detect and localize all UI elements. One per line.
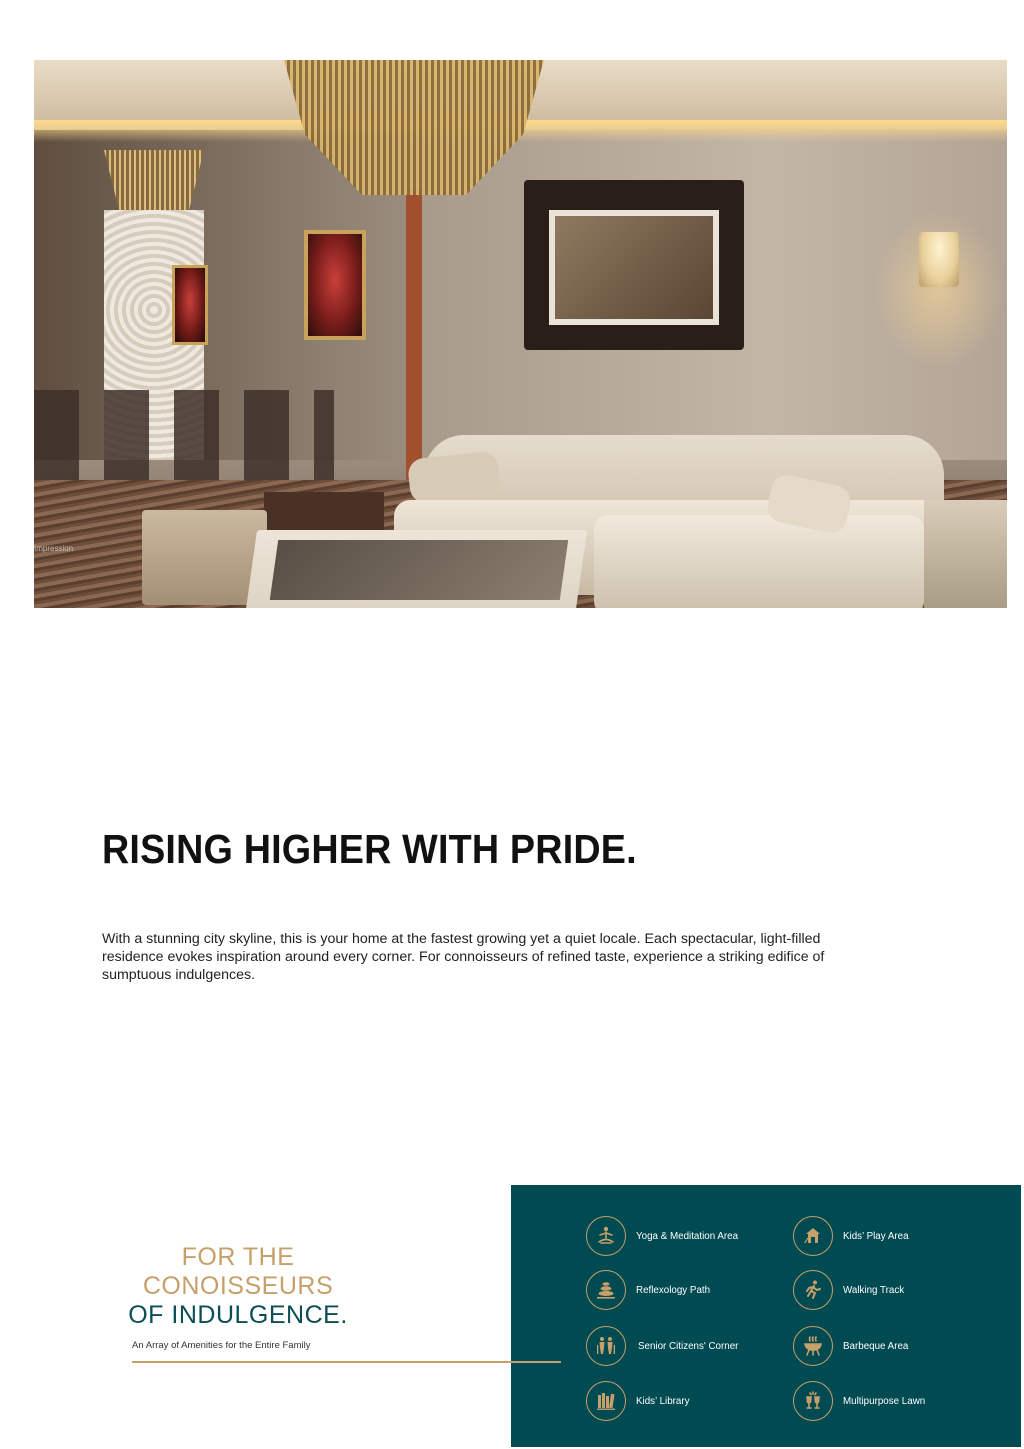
amenity-label: Yoga & Meditation Area — [636, 1230, 739, 1242]
hero-image — [34, 60, 1007, 608]
play-house-icon — [793, 1216, 833, 1256]
amenity-label: Reflexology Path — [636, 1284, 711, 1296]
painting — [304, 230, 366, 340]
amenity-barbeque — [793, 1326, 908, 1366]
wall-lamp — [919, 232, 959, 287]
title-line-1: FOR THE — [181, 1243, 295, 1271]
amenity-walking-track — [793, 1270, 904, 1310]
celebration-icon — [793, 1381, 833, 1421]
barbeque-icon — [793, 1326, 833, 1366]
stones-icon — [586, 1270, 626, 1310]
chandelier — [104, 150, 204, 210]
books-icon — [586, 1381, 626, 1421]
amenity-kids-library — [586, 1381, 690, 1421]
yoga-icon — [586, 1216, 626, 1256]
title-line-2: CONOISSEURS — [142, 1272, 334, 1300]
intro-paragraph: With a stunning city skyline, this is your home at the fastest growing yet a quiet locale. Each spectacular, light-filled residence evokes inspiration around every corner. For connoisseurs of refined taste, experience a striking edifice of sumptuous indulgences. — [102, 931, 825, 983]
amenity-multipurpose-lawn — [793, 1381, 925, 1421]
section-subtitle: An Array of Amenities for the Entire Family — [132, 1340, 311, 1351]
amenity-label: Barbeque Area — [843, 1340, 909, 1352]
amenity-label: Walking Track — [843, 1284, 905, 1296]
amenity-label: Senior Citizens' Corner — [638, 1340, 739, 1352]
section-title — [108, 1243, 368, 1330]
amenity-label: Kids’ Play Area — [843, 1230, 909, 1242]
amenity-kids-play — [793, 1216, 909, 1256]
amenity-label: Kids’ Library — [636, 1395, 690, 1407]
walking-icon — [793, 1270, 833, 1310]
gold-divider — [132, 1361, 561, 1363]
amenity-reflexology — [586, 1270, 710, 1310]
amenity-yoga — [586, 1216, 738, 1256]
amenity-senior-citizens — [586, 1326, 738, 1366]
title-line-3: OF INDULGENCE. — [128, 1301, 348, 1329]
image-watermark: Impression — [34, 544, 74, 553]
amenity-label: Multipurpose Lawn — [843, 1395, 926, 1407]
painting — [172, 265, 208, 345]
page-headline: RISING HIGHER WITH PRIDE. — [102, 826, 637, 872]
seniors-icon — [586, 1326, 626, 1366]
